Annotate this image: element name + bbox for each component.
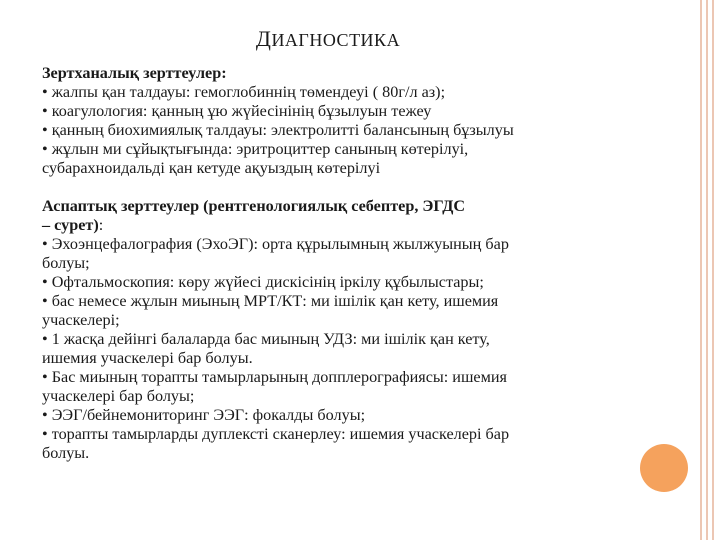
- instrumental-line: • Офтальмоскопия: көру жүйесі дискісінің іркілу құбылыстары;: [42, 273, 484, 291]
- instrumental-line: • 1 жасқа дейінгі балаларда бас миының УДЗ: ми ішілік қан кету,: [42, 330, 490, 348]
- decorative-circle: [640, 444, 688, 492]
- lab-heading: Зертханалық зерттеулер:: [42, 64, 227, 82]
- instrumental-line: учаскелері бар болуы;: [42, 387, 195, 405]
- lab-section: [42, 64, 642, 178]
- instrumental-line: • ЭЭГ/бейнемониторинг ЭЭГ: фокалды болуы;: [42, 406, 366, 424]
- lab-item: • коагулология: қанның ұю жүйесінінің бұзылуын тежеу: [42, 102, 432, 120]
- lab-item: • қанның биохимиялық талдауы: электролитті балансының бұзылуы: [42, 121, 514, 139]
- decorative-border-line: [706, 0, 708, 540]
- decorative-border-line: [712, 0, 714, 540]
- instrumental-line: • бас немесе жұлын миының МРТ/КТ: ми ішілік қан кету, ишемия: [42, 292, 499, 310]
- title-initial: Д: [255, 26, 272, 51]
- slide-content: [42, 64, 642, 463]
- lab-item: • жалпы қан талдауы: гемоглобиннің төмендеуі ( 80г/л аз);: [42, 83, 446, 101]
- instrumental-section: [42, 197, 642, 463]
- slide-title: [0, 26, 656, 52]
- instrumental-heading-bold: – сурет): [42, 216, 99, 234]
- instrumental-heading-colon: :: [98, 216, 104, 234]
- decorative-border-line: [700, 0, 702, 540]
- instrumental-line: учаскелері;: [42, 311, 120, 329]
- instrumental-heading: Аспаптық зерттеулер (рентгенологиялық себептер, ЭГДС: [42, 197, 466, 215]
- instrumental-line: болуы.: [42, 444, 90, 462]
- instrumental-heading-line2: [42, 216, 642, 235]
- instrumental-line: • Бас миының торапты тамырларының допплерографиясы: ишемия: [42, 368, 507, 386]
- instrumental-line: • торапты тамырларды дуплексті сканерлеу: ишемия учаскелері бар: [42, 425, 510, 443]
- lab-item: • жұлын ми сұйықтығында: эритроциттер санының көтерілуі,: [42, 140, 469, 158]
- instrumental-line: болуы;: [42, 254, 90, 272]
- instrumental-line: ишемия учаскелері бар болуы.: [42, 349, 253, 367]
- lab-item-continuation: субарахноидальді қан кетуде ақуыздың көтерілуі: [42, 159, 381, 177]
- instrumental-line: • Эхоэнцефалография (ЭхоЭГ): орта құрылымның жылжуының бар: [42, 235, 509, 253]
- title-rest: ИАГНОСТИКА: [271, 30, 401, 50]
